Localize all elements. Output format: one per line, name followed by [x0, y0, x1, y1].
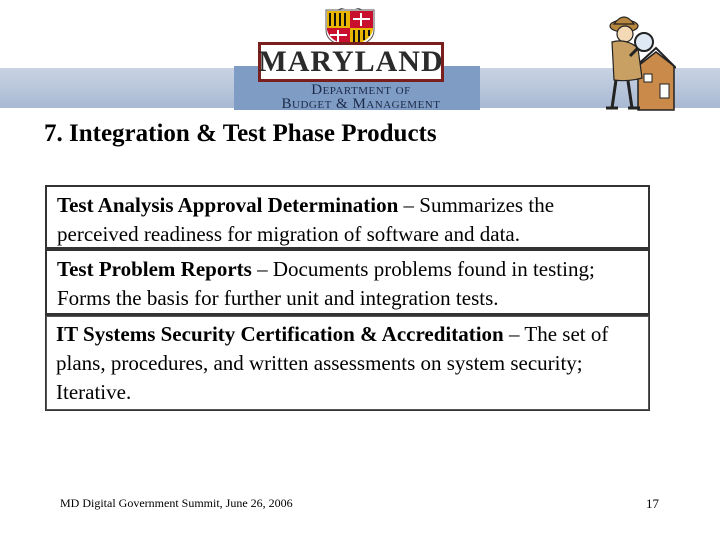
list-item — [45, 249, 650, 315]
logo-main-text: MARYLAND — [258, 45, 444, 78]
item-term: Test Analysis Approval Determination — [57, 193, 399, 217]
item-description: – Summarizes the perceived readiness for migration of software and data. — [57, 193, 555, 246]
list-item — [45, 315, 650, 411]
item-term: IT Systems Security Certification & Accreditation — [56, 322, 504, 346]
detective-with-magnifier-house-icon — [598, 8, 676, 116]
slide-title: 7. Integration & Test Phase Products — [44, 120, 437, 147]
item-description: – Documents problems found in testing; Forms the basis for further unit and integration tests. — [57, 257, 595, 310]
maryland-wordmark — [258, 42, 444, 82]
products-list — [45, 185, 650, 411]
page-number: 17 — [646, 496, 659, 511]
logo-dept-line-2: Budget & Management — [281, 96, 441, 112]
footer-text: MD Digital Government Summit, June 26, 2006 — [60, 496, 293, 510]
item-description: – The set of plans, procedures, and written assessments on system security; Iterative. — [56, 322, 609, 404]
list-item — [45, 185, 650, 249]
logo-dept-line-1: Department of — [311, 82, 411, 98]
item-term: Test Problem Reports — [57, 257, 252, 281]
maryland-dbm-logo — [258, 4, 448, 112]
